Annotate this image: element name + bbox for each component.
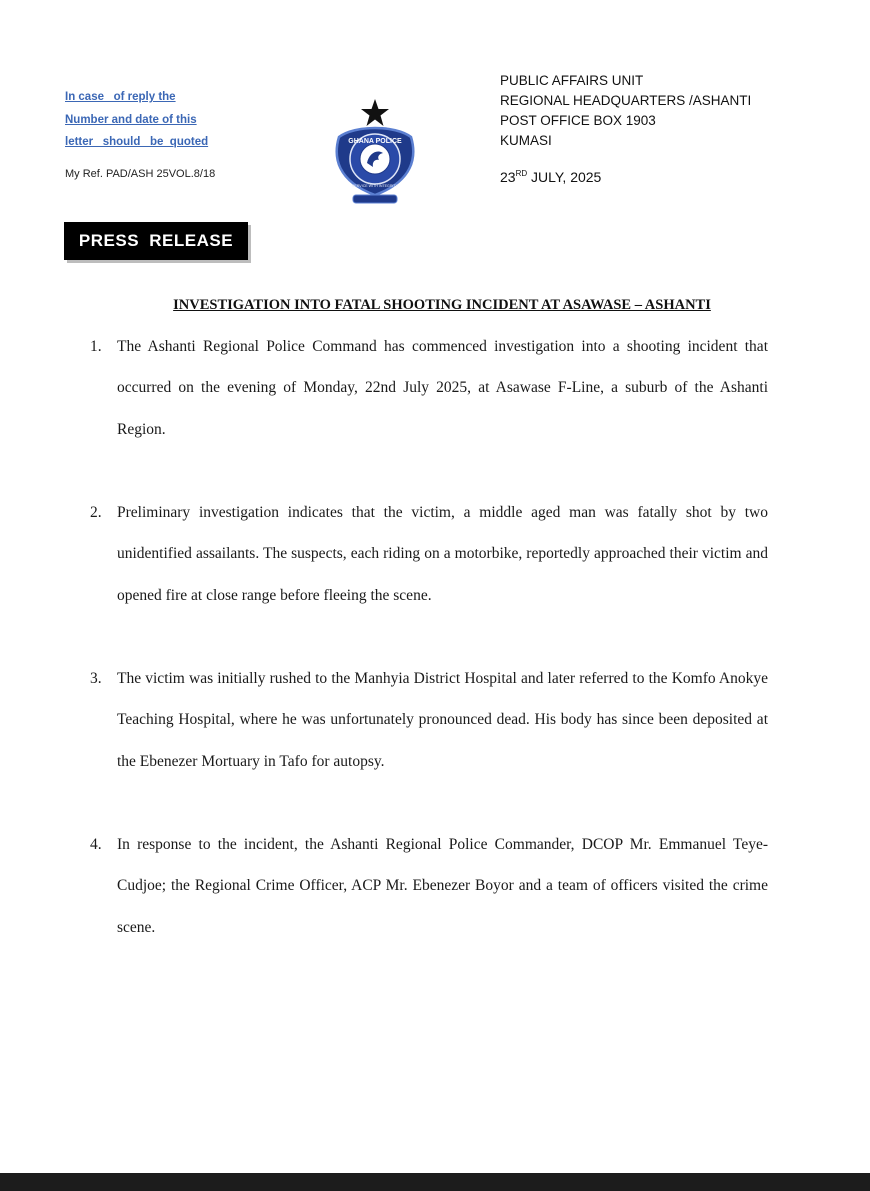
reply-note-line-3: letter should be quoted xyxy=(65,136,209,148)
paragraph-number: 4. xyxy=(90,836,102,853)
paragraph-text: Preliminary investigation indicates that the victim, a middle aged man was fatally shot by two unidentified assailants. The suspects, each riding on a motorbike, reportedly approached their victim and opened fire at close range before fleeing the scene. xyxy=(117,504,768,604)
date-day: 23 xyxy=(500,169,516,185)
letter-date xyxy=(500,169,601,185)
paragraph-text: The victim was initially rushed to the Manhyia District Hospital and later referred to the Komfo Anokye Teaching Hospital, where he was unfortunately pronounced dead. His body has since been deposited at the Ebenezer Mortuary in Tafo for autopsy. xyxy=(117,670,768,770)
crest-motto-text: SERVICE WITH INTEGRITY xyxy=(351,184,399,188)
paragraph-number: 1. xyxy=(90,338,102,355)
address-line-1: PUBLIC AFFAIRS UNIT xyxy=(500,73,644,88)
crest-ring-text: GHANA POLICE xyxy=(348,138,402,145)
paragraph-2 xyxy=(90,492,768,616)
paragraph-text: The Ashanti Regional Police Command has commenced investigation into a shooting incident that occurred on the evening of Monday, 22nd July 2025, at Asawase F-Line, a suburb of the Ashanti Region. xyxy=(117,338,768,438)
paragraph-4 xyxy=(90,824,768,948)
release-headline: INVESTIGATION INTO FATAL SHOOTING INCIDENT AT ASAWASE – ASHANTI xyxy=(173,297,711,313)
date-ordinal-suffix: RD xyxy=(515,169,528,178)
paragraph-3 xyxy=(90,658,768,782)
sender-address xyxy=(500,71,751,151)
date-month-year: JULY, 2025 xyxy=(527,169,602,185)
crest-star-icon xyxy=(361,99,389,126)
paragraph-number: 3. xyxy=(90,670,102,687)
address-line-2: REGIONAL HEADQUARTERS /ASHANTI xyxy=(500,93,752,108)
reply-note-line-1: In case of reply the xyxy=(65,91,176,103)
paragraph-number: 2. xyxy=(90,504,102,521)
reply-instruction-note xyxy=(65,86,265,154)
paragraph-1 xyxy=(90,326,768,450)
viewer-bottom-bar xyxy=(0,1173,870,1191)
paragraph-text: In response to the incident, the Ashanti Regional Police Commander, DCOP Mr. Emmanuel Teye-Cudjoe; the Regional Crime Officer, ACP Mr. Ebenezer Boyor and a team of officers visited the crime scene. xyxy=(117,836,768,936)
address-line-4: KUMASI xyxy=(500,133,552,148)
reply-note-line-2: Number and date of this xyxy=(65,113,197,126)
reference-number: My Ref. PAD/ASH 25VOL.8/18 xyxy=(65,168,216,180)
ghana-police-crest-icon xyxy=(325,97,425,209)
address-line-3: POST OFFICE BOX 1903 xyxy=(500,113,656,128)
press-release-badge: PRESS RELEASE xyxy=(64,222,248,260)
